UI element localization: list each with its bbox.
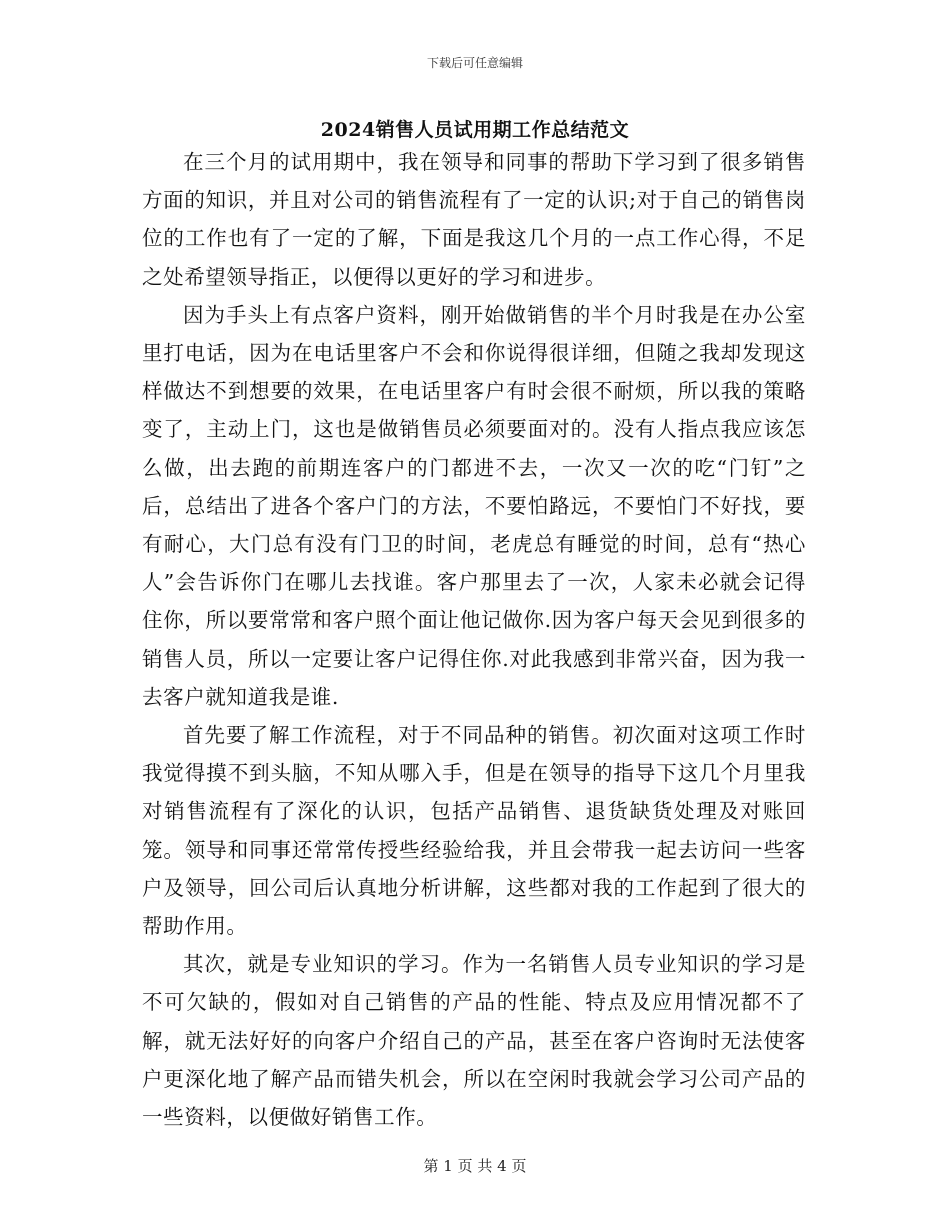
document-body — [142, 143, 806, 1136]
paragraph-product-knowledge: 其次，就是专业知识的学习。作为一名销售人员专业知识的学习是不可欠缺的，假如对自己销售的产品的性能、特点及应用情况都不了解，就无法好好的向客户介绍自己的产品，甚至在客户咨询时无法使客户更深化地了解产品而错失机会，所以在空闲时我就会学习公司产品的一些资料，以便做好销售工作。 — [142, 952, 806, 1130]
document-title: 2024销售人员试用期工作总结范文 — [320, 119, 630, 141]
paragraph-customer-visits: 因为手头上有点客户资料，刚开始做销售的半个月时我是在办公室里打电话，因为在电话里客户不会和你说得很详细，但随之我却发现这样做达不到想要的效果，在电话里客户有时会很不耐烦，所以我的策略变了，主动上门，这也是做销售员必须要面对的。没有人指点我应该怎么做，出去跑的前期连客户的门都进不去，一次又一次的吃“门钉”之后，总结出了进各个客户门的方法，不要怕路远，不要怕门不好找，要有耐心，大门总有没有门卫的时间，老虎总有睡觉的时间，总有“热心人”会告诉你门在哪儿去找谁。客户那里去了一次，人家未必就会记得住你，所以要常常和客户照个面让他记做你.因为客户每天会见到很多的销售人员，所以一定要让客户记得住你.对此我感到非常兴奋，因为我一去客户就知道我是谁. — [142, 302, 806, 709]
paragraph-intro: 在三个月的试用期中，我在领导和同事的帮助下学习到了很多销售方面的知识，并且对公司的销售流程有了一定的认识;对于自己的销售岗位的工作也有了一定的了解，下面是我这几个月的一点工作心得，不足之处希望领导指正，以便得以更好的学习和进步。 — [142, 150, 806, 289]
header-note: 下载后可任意编辑 — [426, 56, 523, 70]
paragraph-workflow: 首先要了解工作流程，对于不同品种的销售。初次面对这项工作时我觉得摸不到头脑，不知从哪入手，但是在领导的指导下这几个月里我对销售流程有了深化的认识，包括产品销售、退货缺货处理及对账回笼。领导和同事还常常传授些经验给我，并且会带我一起去访问一些客户及领导，回公司后认真地分析讲解，这些都对我的工作起到了很大的帮助作用。 — [142, 723, 806, 939]
page-number-footer: 第 1 页 共 4 页 — [423, 1157, 527, 1175]
